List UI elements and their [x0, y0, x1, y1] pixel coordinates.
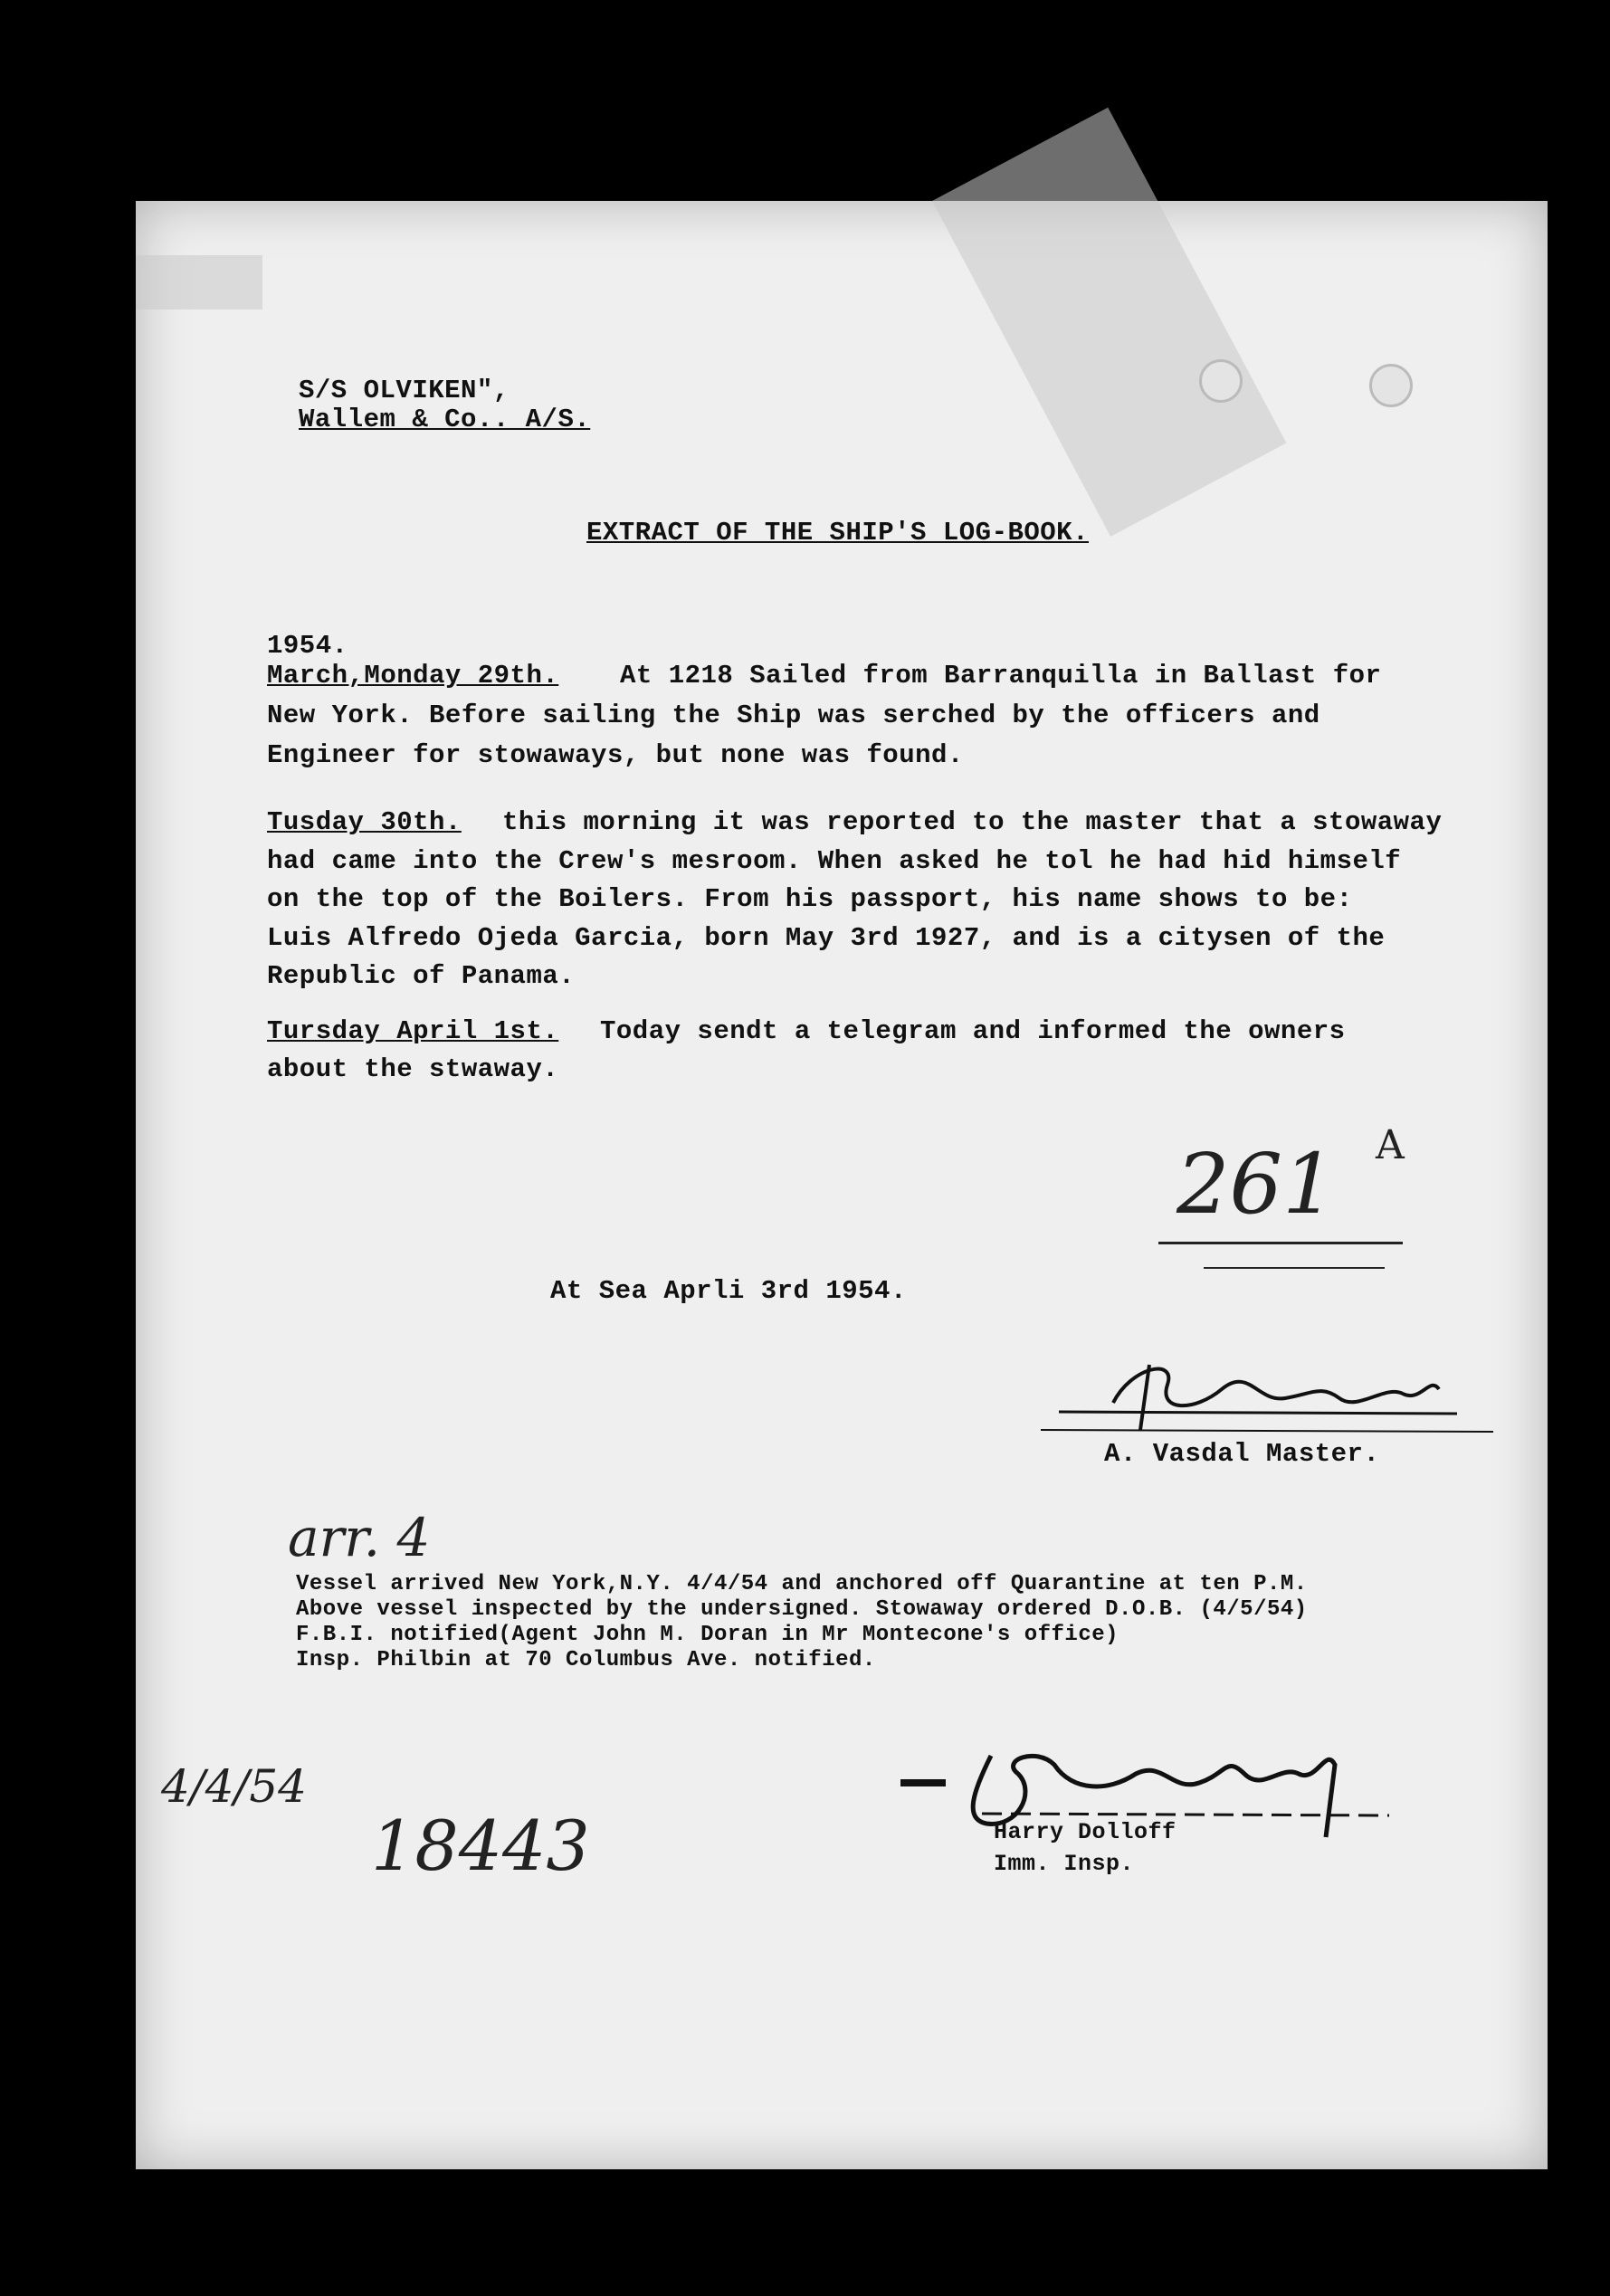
entry-text: Today sendt a telegram and informed the owners	[600, 1016, 1346, 1046]
master-signature	[1041, 1348, 1511, 1448]
entry-text: Engineer for stowaways, but none was found.	[267, 740, 964, 770]
note-line: Vessel arrived New York,N.Y. 4/4/54 and anchored off Quarantine at ten P.M.	[296, 1572, 1308, 1596]
entry-date: Tusday 30th.	[267, 807, 462, 837]
handwritten-file-number: 18443	[371, 1805, 590, 1886]
inspector-name: Harry Dolloff	[994, 1819, 1177, 1845]
entry-date: March,Monday 29th.	[267, 661, 559, 691]
underline-mark	[1158, 1242, 1403, 1244]
master-name: A. Vasdal Master.	[1104, 1439, 1380, 1469]
entry-text: this morning it was reported to the master that a stowaway	[502, 807, 1443, 837]
tape-mark	[932, 108, 1286, 537]
entry-text: Republic of Panama.	[267, 961, 576, 991]
entry-text: At 1218 Sailed from Barranquilla in Ballast for	[620, 661, 1382, 691]
company-name: Wallem & Co.. A/S.	[299, 405, 591, 434]
ship-name: S/S OLVIKEN",	[299, 376, 510, 405]
entry-text: New York. Before sailing the Ship was serched by the officers and	[267, 700, 1320, 730]
entry-text: Luis Alfredo Ojeda Garcia, born May 3rd 1927, and is a citysen of the	[267, 923, 1386, 953]
document-title: EXTRACT OF THE SHIP'S LOG-BOOK.	[586, 518, 1089, 548]
document-page	[136, 201, 1548, 2169]
punch-hole	[1199, 359, 1243, 403]
underline-mark	[1204, 1267, 1385, 1269]
handwritten-date: 4/4/54	[161, 1760, 307, 1813]
note-line: Above vessel inspected by the undersigned. Stowaway ordered D.O.B. (4/5/54)	[296, 1597, 1308, 1622]
handwritten-number: 261	[1177, 1136, 1336, 1233]
entry-text: about the stwaway.	[267, 1054, 559, 1084]
note-line: Insp. Philbin at 70 Columbus Ave. notified.	[296, 1648, 876, 1672]
entry-date: Tursday April 1st.	[267, 1016, 559, 1046]
entry-text: had came into the Crew's mesroom. When asked he tol he had hid himself	[267, 846, 1402, 876]
handwritten-annotation: arr. 4	[288, 1507, 431, 1568]
log-year: 1954.	[267, 631, 348, 661]
note-line: F.B.I. notified(Agent John M. Doran in Mr Montecone's office)	[296, 1623, 1119, 1647]
punch-hole	[1369, 364, 1413, 407]
place-date: At Sea Aprli 3rd 1954.	[550, 1276, 907, 1306]
inspector-title: Imm. Insp.	[994, 1851, 1135, 1877]
tape-mark	[136, 255, 262, 310]
handwritten-number-suffix: A	[1376, 1122, 1405, 1168]
entry-text: on the top of the Boilers. From his passport, his name shows to be:	[267, 884, 1353, 914]
